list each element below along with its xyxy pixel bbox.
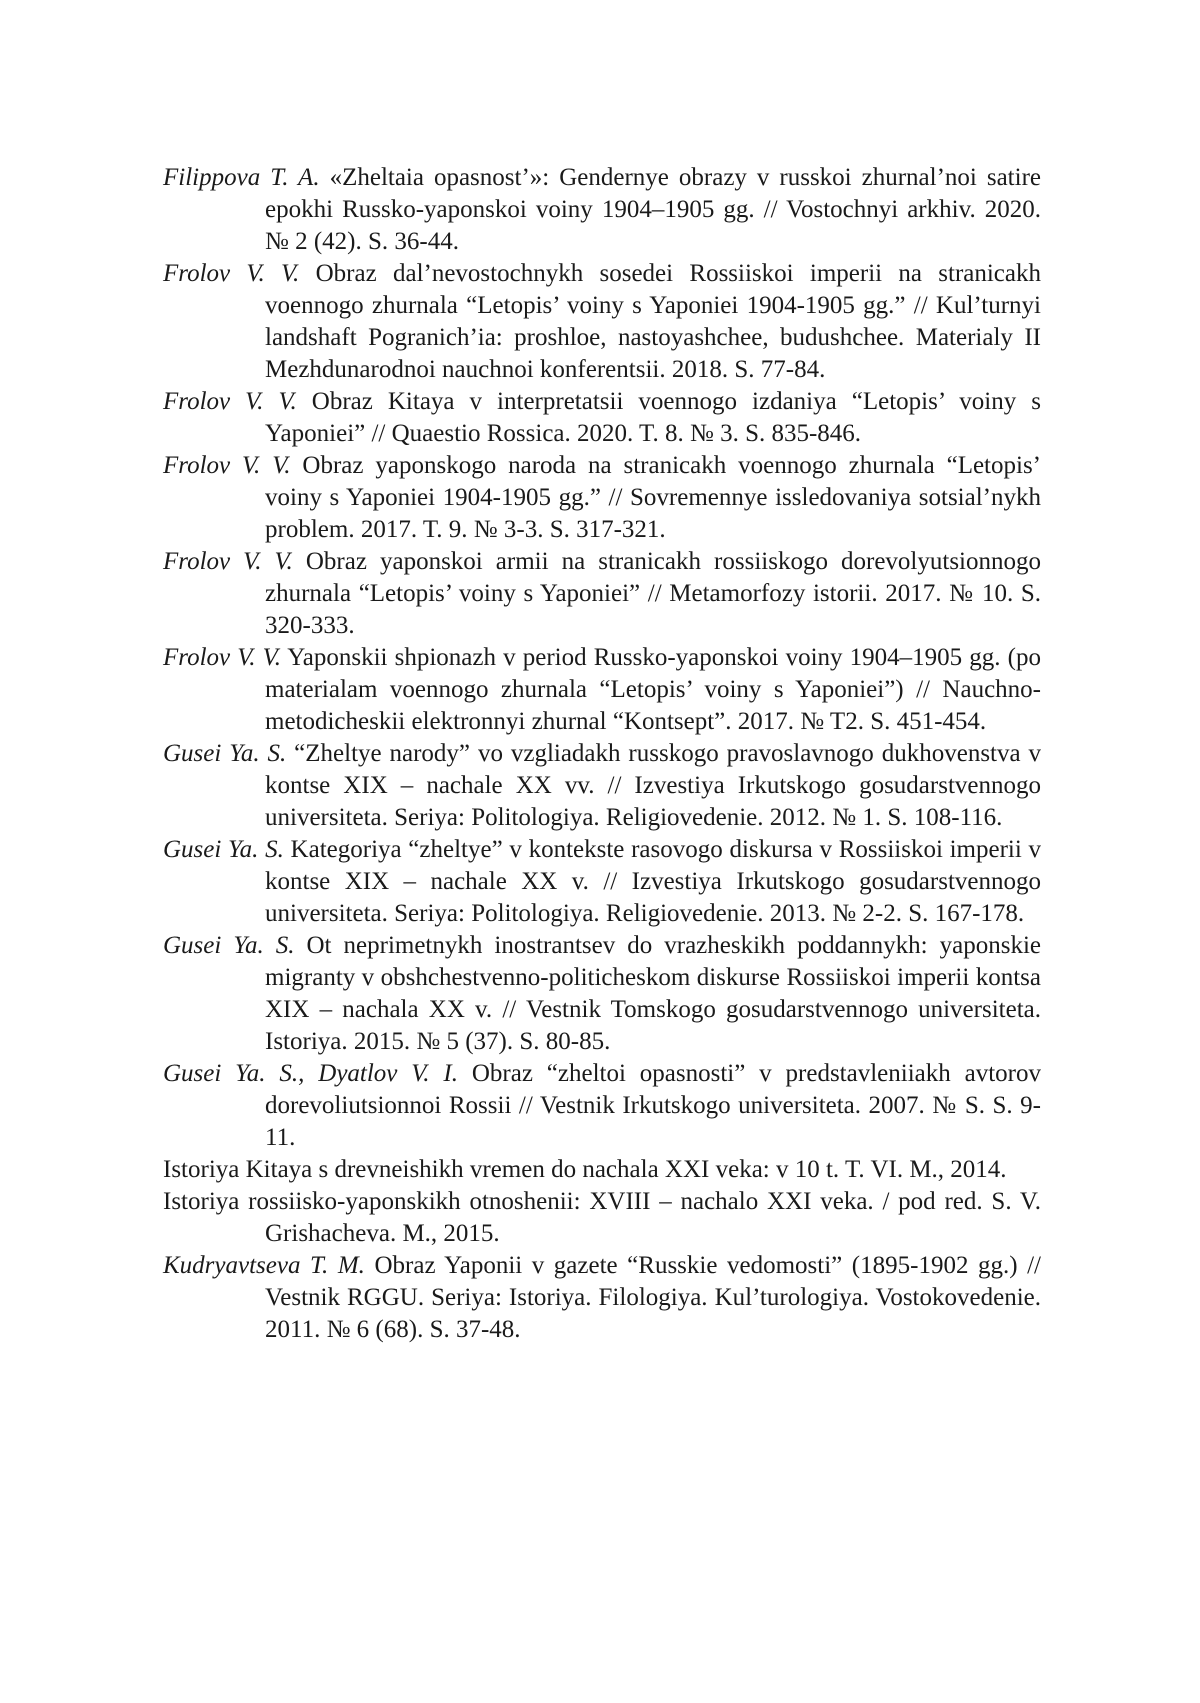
entry-text: Obraz dal’nevostochnykh sosedei Rossiiskoi imperii na stranicakh voennogo zhurnala “Letopis’ voiny s Yaponiei 1904-1905 gg.” // Kul’turnyi landshaft Pogranich’ia: proshloe, nastoyashchee, budushchee. Materialy II Mezhdunarodnoi nauchnoi konferentsii. 2018. S. 77-84. — [265, 260, 1042, 383]
entry-text: Obraz yaponskogo naroda na stranicakh voennogo zhurnala “Letopis’ voiny s Yaponiei 1904-1905 gg.” // Sovremennye issledovaniya sotsial’nykh problem. 2017. T. 9. № 3-3. S. 317-321. — [265, 452, 1042, 543]
entry-text: Istoriya Kitaya s drevneishikh vremen do nachala XXI veka: v 10 t. T. VI. M., 2014. — [163, 1156, 1007, 1183]
entry-text: Yaponskii shpionazh v period Russko-yaponskoi voiny 1904–1905 gg. (po materialam voennogo zhurnala “Letopis’ voiny s Yaponiei”) // Nauchno-metodicheskii elektronnyi zhurnal “Kontsept”. 2017. № T2. S. 451-454. — [265, 644, 1041, 735]
entry-text: Kategoriya “zheltye” v kontekste rasovogo diskursa v Rossiiskoi imperii v kontse XIX – nachale XX v. // Izvestiya Irkutskogo gosudarstvennogo universiteta. Seriya: Politologiya. Religiovedenie. 2013. № 2-2. S. 167-178. — [265, 836, 1041, 927]
entry-text: Istoriya rossiisko-yaponskikh otnoshenii: XVIII – nachalo XXI veka. / pod red. S. V. Grishacheva. M., 2015. — [163, 1188, 1041, 1247]
entry-author: Gusei Ya. S., Dyatlov V. I. — [163, 1060, 458, 1087]
bibliography-entry — [163, 546, 1041, 642]
entry-text: Ot neprimetnykh inostrantsev do vrazheskikh poddannykh: yaponskie migranty v obshchestvenno-politicheskom diskurse Rossiiskoi imperii kontsa XIX – nachala XX v. // Vestnik Tomskogo gosudarstvennogo universiteta. Istoriya. 2015. № 5 (37). S. 80-85. — [265, 932, 1041, 1055]
entry-author: Frolov V. V. — [163, 548, 293, 575]
bibliography-entry — [163, 450, 1041, 546]
bibliography-entry — [163, 1186, 1041, 1250]
entry-author: Gusei Ya. S. — [163, 740, 287, 767]
bibliography-entry — [163, 1058, 1041, 1154]
bibliography-entry — [163, 738, 1041, 834]
entry-text: Obraz Kitaya v interpretatsii voennogo izdaniya “Letopis’ voiny s Yaponiei” // Quaestio Rossica. 2020. T. 8. № 3. S. 835-846. — [265, 388, 1042, 447]
entry-author: Gusei Ya. S. — [163, 932, 295, 959]
bibliography-entry — [163, 258, 1041, 386]
entry-author: Gusei Ya. S. — [163, 836, 284, 863]
bibliography-entry — [163, 1250, 1041, 1346]
entry-author: Frolov V. V. — [163, 260, 300, 287]
bibliography-entry — [163, 162, 1041, 258]
bibliography-entry — [163, 1154, 1041, 1186]
entry-author: Kudryavtseva T. M. — [163, 1252, 365, 1279]
entry-text: «Zheltaia opasnost’»: Gendernye obrazy v russkoi zhurnal’noi satire epokhi Russko-yaponskoi voiny 1904–1905 gg. // Vostochnyi arkhiv. 2020. № 2 (42). S. 36-44. — [265, 164, 1041, 255]
entry-text: Obraz yaponskoi armii na stranicakh rossiiskogo dorevolyutsionnogo zhurnala “Letopis’ voiny s Yaponiei” // Metamorfozy istorii. 2017. № 10. S. 320-333. — [265, 548, 1041, 639]
bibliography-entry — [163, 930, 1041, 1058]
entry-text: Obraz “zheltoi opasnosti” v predstavleniiakh avtorov dorevoliutsionnoi Rossii // Vestnik Irkutskogo universiteta. 2007. № S. S. 9-11. — [265, 1060, 1041, 1151]
entry-author: Frolov V. V. — [163, 388, 297, 415]
bibliography-entry — [163, 386, 1041, 450]
entry-text: “Zheltye narody” vo vzgliadakh russkogo pravoslavnogo dukhovenstva v kontse XIX – nachale XX vv. // Izvestiya Irkutskogo gosudarstvennogo universiteta. Seriya: Politologiya. Religiovedenie. 2012. № 1. S. 108-116. — [265, 740, 1041, 831]
entry-author: Frolov V. V. — [163, 452, 291, 479]
bibliography-list — [163, 162, 1041, 1346]
entry-author: Filippova T. A. — [163, 164, 320, 191]
entry-text: Obraz Yaponii v gazete “Russkie vedomosti” (1895-1902 gg.) // Vestnik RGGU. Seriya: Istoriya. Filologiya. Kul’turologiya. Vostokovedenie. 2011. № 6 (68). S. 37-48. — [265, 1252, 1041, 1343]
entry-author: Frolov V. V. — [163, 644, 281, 671]
bibliography-entry — [163, 642, 1041, 738]
bibliography-entry — [163, 834, 1041, 930]
